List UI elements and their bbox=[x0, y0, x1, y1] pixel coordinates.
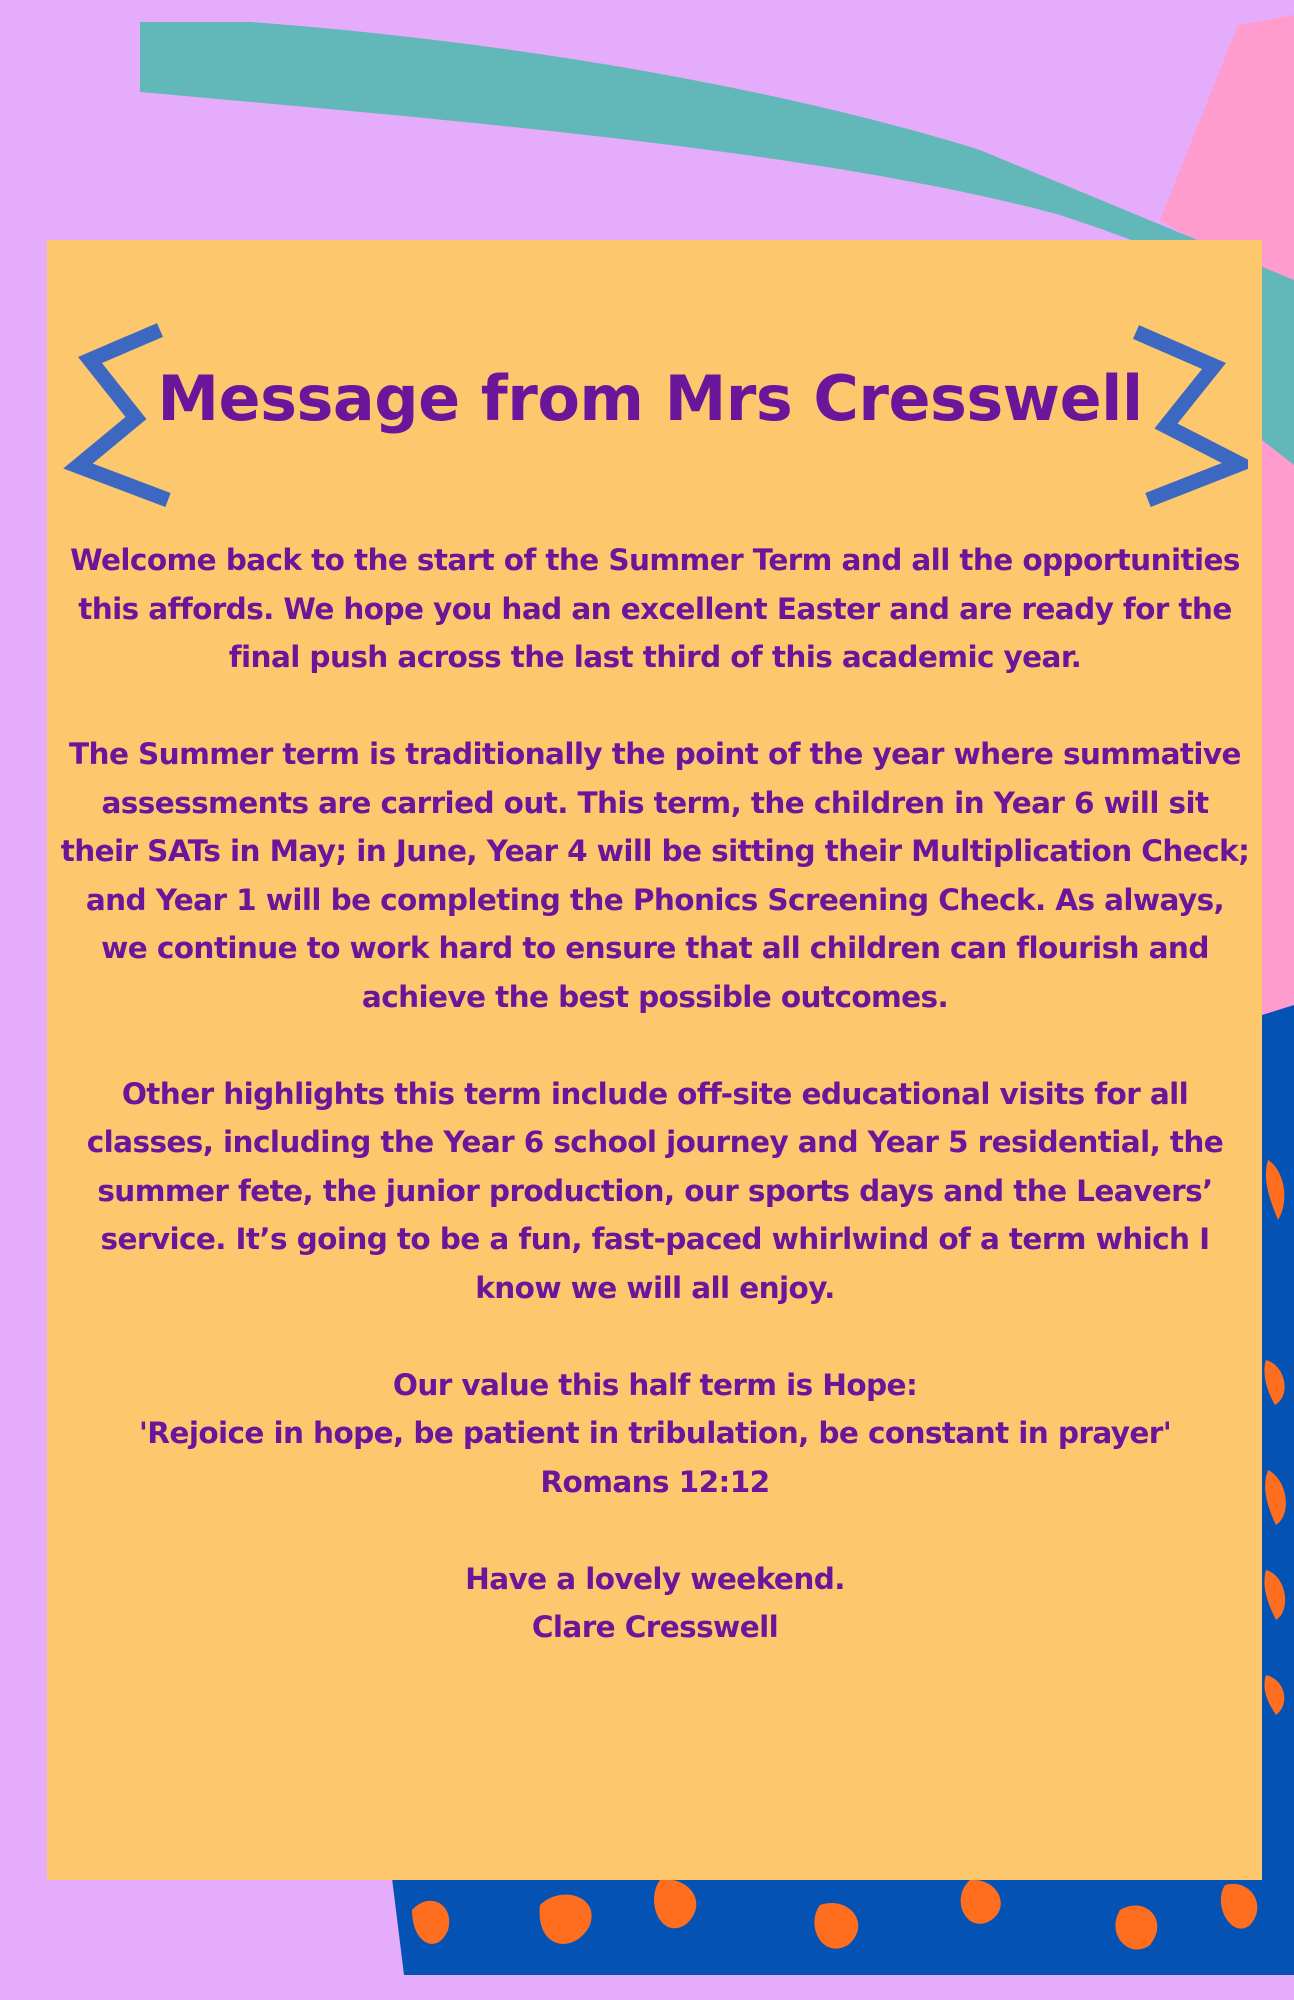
page-title: Message from Mrs Cresswell bbox=[157, 362, 1143, 435]
signature: Clare Cresswell bbox=[531, 1610, 779, 1644]
welcome-paragraph: Welcome back to the start of the Summer Term and all the opportunities this affords. We hope you had an excellent Easter and are ready for the final push across the last third of this academic year. bbox=[70, 543, 1240, 674]
message-body bbox=[60, 536, 1250, 1652]
value-reference: Romans 12:12 bbox=[540, 1464, 770, 1499]
closing-line: Have a lovely weekend. bbox=[465, 1561, 845, 1596]
value-quote: 'Rejoice in hope, be patient in tribulation, be constant in prayer' bbox=[138, 1416, 1172, 1450]
sign-off bbox=[60, 1555, 1250, 1652]
value-intro: Our value this half term is Hope: bbox=[392, 1367, 918, 1402]
assessments-paragraph: The Summer term is traditionally the point of the year where summative assessments are carried out. This term, the children in Year 6 will sit their SATs in May; in June, Year 4 will be sitting their Multiplication Check; and Year 1 will be completing the Phonics Screening Check. As always, we continue to work hard to ensure that all children can flourish and achieve the best possible outcomes. bbox=[60, 737, 1250, 1014]
value-section bbox=[60, 1361, 1250, 1507]
highlights-paragraph: Other highlights this term include off-site educational visits for all classes, including the Year 6 school journey and Year 5 residential, the summer fete, the junior production, our sports days and the Leavers’ service. It’s going to be a fun, fast-paced whirlwind of a term which I know we will all enjoy. bbox=[86, 1076, 1224, 1305]
